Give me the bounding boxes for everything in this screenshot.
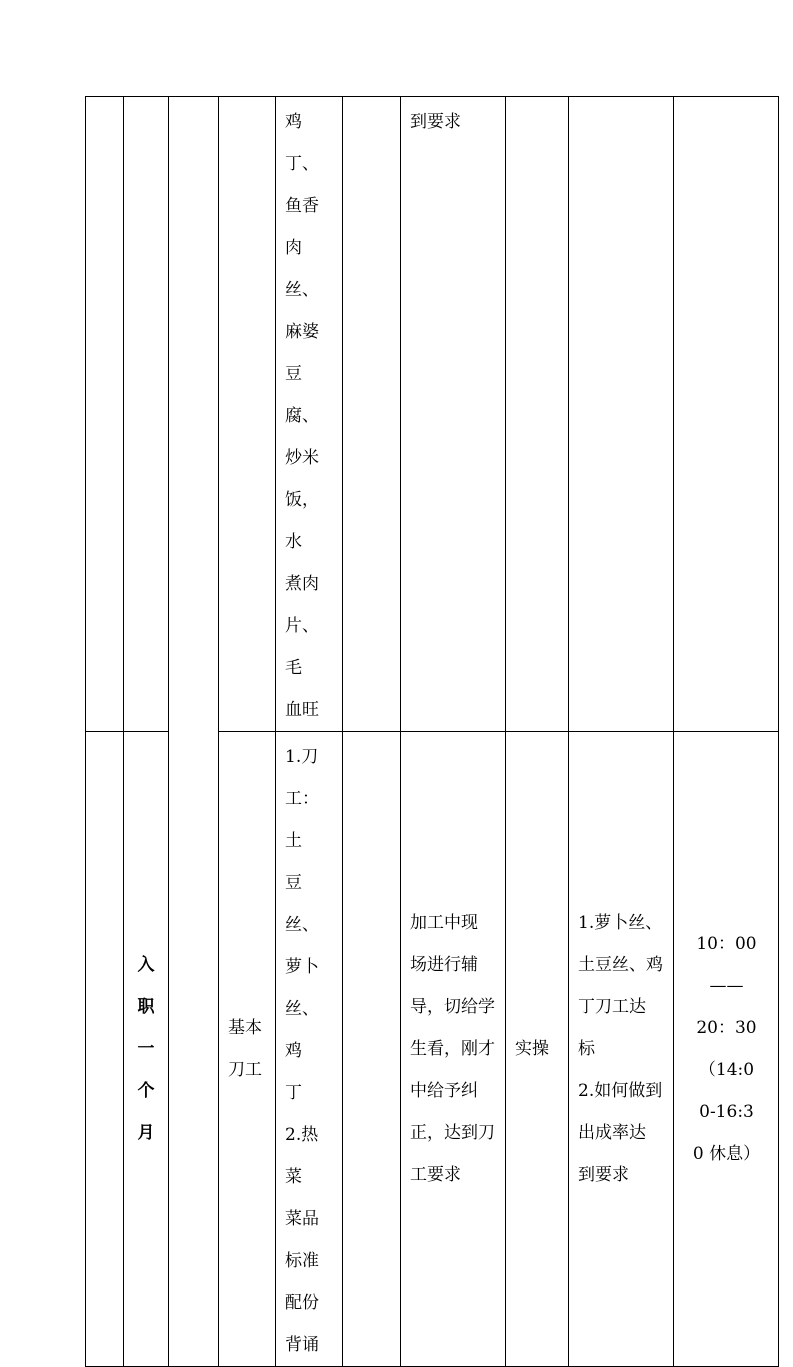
table-cell-type (506, 732, 569, 1367)
module-text: 基本 刀工 (228, 1018, 262, 1080)
table-cell-empty (86, 732, 124, 1367)
method-text: 加工中现 场进行辅 导，切给学 生看，刚才 中给予纠 正，达到刀 工要求 (410, 913, 495, 1185)
training-schedule-table (85, 96, 779, 1367)
time-text: 10：00 —— 20：30 （14:0 0-16:3 0 休息） (692, 934, 761, 1164)
table-cell-method (401, 732, 506, 1367)
table-cell-goal (569, 732, 674, 1367)
content-text: 1.刀 工：土 豆丝、 萝卜 丝、鸡 丁 2.热菜 菜品 标准 配份 背诵 (285, 747, 319, 1355)
dishes-text: 鸡丁、 鱼香 肉丝、 麻婆 豆腐、 炒米 饭，水 煮肉 片、毛 血旺 (285, 112, 319, 720)
table-cell-empty (169, 97, 219, 1367)
period-text: 入 职 一 个 月 (137, 955, 155, 1143)
table-cell-module (219, 732, 276, 1367)
table-cell-content (276, 732, 343, 1367)
table-cell-empty (219, 97, 276, 732)
table-cell-empty (569, 97, 674, 732)
type-text: 实操 (515, 1039, 549, 1059)
table-row (86, 97, 779, 732)
table-cell-empty (343, 97, 401, 732)
table-cell-empty (674, 97, 779, 732)
table-cell-empty (506, 97, 569, 732)
table-cell-period (124, 732, 169, 1367)
table-cell-time (674, 732, 779, 1367)
requirement-text: 到要求 (410, 112, 461, 132)
table-cell-empty (343, 732, 401, 1367)
table-cell-empty (124, 97, 169, 732)
table-cell-dishes (276, 97, 343, 732)
table-cell-requirement (401, 97, 506, 732)
table-cell-empty (86, 97, 124, 732)
goal-text: 1.萝卜丝、 土豆丝、鸡 丁刀工达 标 2.如何做到 出成率达 到要求 (578, 913, 663, 1185)
